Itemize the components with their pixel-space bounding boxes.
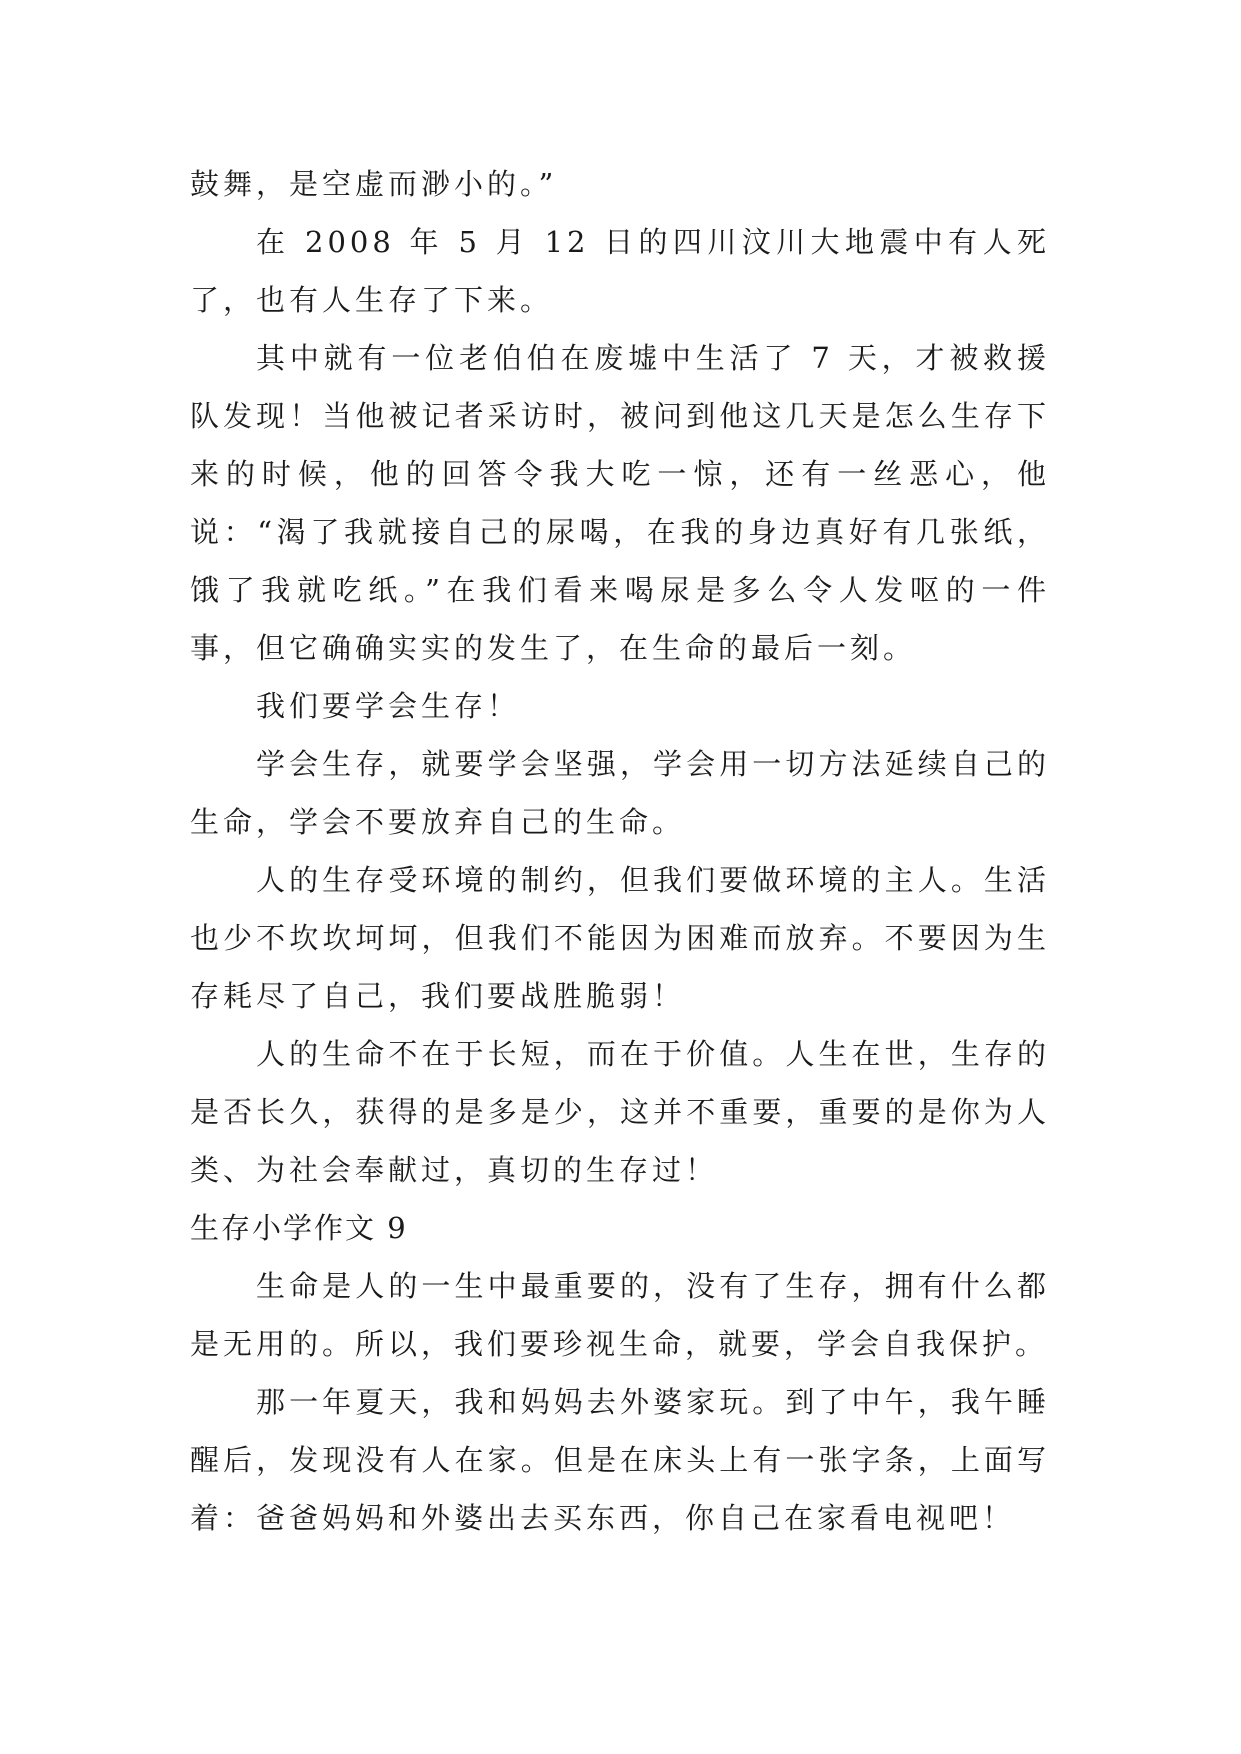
paragraph-be-strong: 学会生存，就要学会坚强，学会用一切方法延续自己的生命，学会不要放弃自己的生命。 [190,747,1050,839]
paragraph-summer-story: 那一年夏天，我和妈妈去外婆家玩。到了中午，我午睡醒后，发现没有人在家。但是在床头上有一张字条，上面写着：爸爸妈妈和外婆出去买东西，你自己在家看电视吧！ [190,1385,1050,1535]
paragraph-environment: 人的生存受环境的制约，但我们要做环境的主人。生活也少不坎坎坷坷，但我们不能因为困难而放弃。不要因为生存耗尽了自己，我们要战胜脆弱！ [190,863,1050,1013]
paragraph-learn-to-survive: 我们要学会生存！ [256,689,521,723]
document-body [190,155,1050,1547]
paragraph-old-man-story: 其中就有一位老伯伯在废墟中生活了 7 天，才被救援队发现！当他被记者采访时，被问到他这几天是怎么生存下来的时候，他的回答令我大吃一惊，还有一丝恶心，他说：“渴了我就接自己的尿喝，在我的身边真好有几张纸，饿了我就吃纸。”在我们看来喝尿是多么令人发呕的一件事，但它确确实实的发生了，在生命的最后一刻。 [190,341,1050,665]
section-title: 生存小学作文 9 [190,1211,408,1245]
paragraph-earthquake: 在 2008 年 5 月 12 日的四川汶川大地震中有人死了，也有人生存了下来。 [190,225,1050,317]
paragraph-continued: 鼓舞，是空虚而渺小的。” [190,167,558,201]
paragraph-value-of-life: 人的生命不在于长短，而在于价值。人生在世，生存的是否长久，获得的是多是少，这并不重要，重要的是你为人类、为社会奉献过，真切的生存过！ [190,1037,1050,1187]
paragraph-life-important: 生命是人的一生中最重要的，没有了生存，拥有什么都是无用的。所以，我们要珍视生命，就要，学会自我保护。 [190,1269,1050,1361]
